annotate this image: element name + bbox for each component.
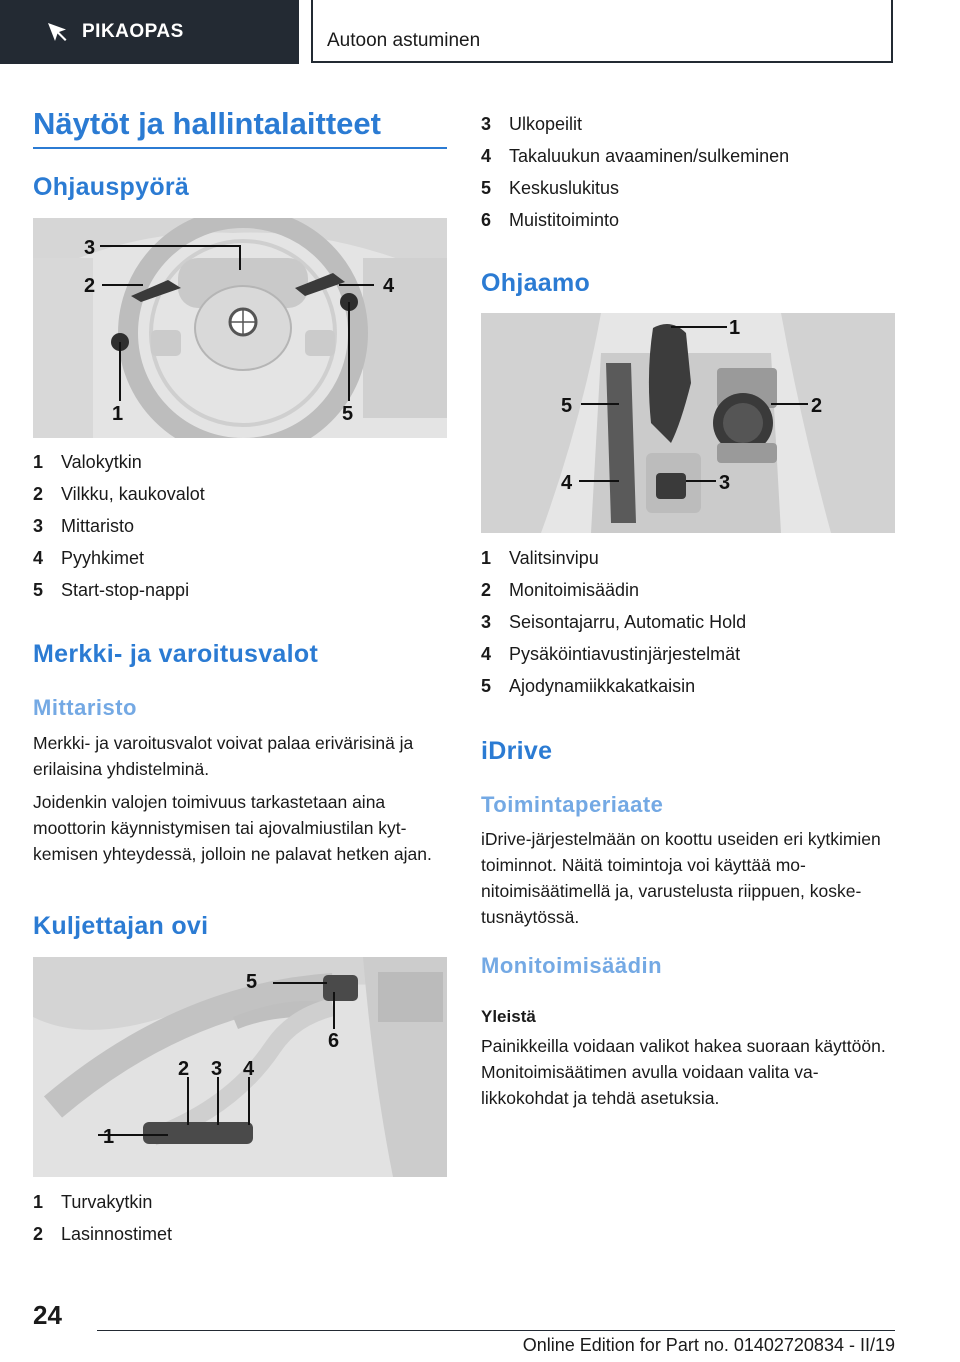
list-item: 2 Vilkku, kaukovalot xyxy=(33,483,205,504)
cockpit-heading: Ohjaamo xyxy=(481,269,591,297)
list-item: 4 Pysäköintiavustinjärjestelmät xyxy=(481,643,741,664)
callout-4: 4 xyxy=(561,472,573,494)
list-item: 5 Ajodynamiikkakatkaisin xyxy=(481,675,696,696)
warning-para-1: Merkki- ja varoitusvalot voivat palaa erivärisinä ja erilaisina yhdistelminä. xyxy=(33,733,414,779)
callout-4: 4 xyxy=(243,1058,255,1080)
callout-3: 3 xyxy=(719,472,731,494)
callout-3: 3 xyxy=(84,237,96,259)
list-item: 3 Mittaristo xyxy=(33,515,135,536)
callout-1: 1 xyxy=(112,403,124,425)
list-item: 1 Valokytkin xyxy=(33,451,142,472)
warning-para-2: Joidenkin valojen toimivuus tarkastetaan aina moottorin käynnistymisen tai ajovalmiustilan kytkemisen yhteydessä, jolloin ne palavat hetken ajan. xyxy=(33,792,432,864)
callout-2: 2 xyxy=(178,1058,190,1080)
callout-1: 1 xyxy=(103,1126,115,1148)
tab-label: PIKAOPAS xyxy=(82,21,184,42)
callout-3: 3 xyxy=(211,1058,223,1080)
list-item: 5 Start-stop-nappi xyxy=(33,579,190,600)
controller-para: Painikkeilla voidaan valikot hakea suoraan käyttöön. Monitoimisäätimen avulla voidaan valita valikkokohdat ja tehdä asetuksia. xyxy=(481,1036,886,1108)
list-item: 6 Muistitoiminto xyxy=(481,209,620,230)
page-number: 24 xyxy=(33,1300,62,1330)
list-item: 1 Turvakytkin xyxy=(33,1191,153,1212)
idrive-subheading: Toimintaperiaate xyxy=(481,792,664,817)
callout-4: 4 xyxy=(383,275,395,297)
controller-subheading: Monitoimisäädin xyxy=(481,953,663,978)
cockpit-figure xyxy=(481,313,895,533)
list-item: 5 Keskuslukitus xyxy=(481,177,620,198)
steering-heading: Ohjauspyörä xyxy=(33,173,190,201)
cockpit-legend xyxy=(481,542,895,702)
section-header xyxy=(311,0,893,63)
callout-5: 5 xyxy=(342,403,354,425)
edition-text: Online Edition for Part no. 01402720834 - II/19 xyxy=(522,1335,895,1355)
door-legend xyxy=(33,1186,447,1250)
idrive-heading: iDrive xyxy=(481,737,553,765)
driver-door-figure xyxy=(33,957,447,1177)
title-rule xyxy=(33,147,447,149)
page-title: Näytöt ja hallintalaitteet xyxy=(33,106,381,141)
list-item: 4 Pyyhkimet xyxy=(33,547,145,568)
callout-5: 5 xyxy=(246,971,258,993)
idrive-para: iDrive-järjestelmään on koottu useiden eri kytkimien toiminnot. Näitä toimintoja voi käyttää monitoimisäätimellä ja, varustelusta riippuen, kosketusnäytössä. xyxy=(481,829,881,927)
arrow-pointer-icon xyxy=(46,21,68,43)
callout-5: 5 xyxy=(561,395,573,417)
callout-2: 2 xyxy=(811,395,823,417)
list-item: 1 Valitsinvipu xyxy=(481,547,599,568)
steering-legend xyxy=(33,446,447,606)
door-legend-continued xyxy=(481,108,895,236)
warning-heading: Merkki- ja varoitusvalot xyxy=(33,640,319,668)
list-item: 2 Monitoimisäädin xyxy=(481,579,640,600)
general-label: Yleistä xyxy=(481,1007,536,1026)
list-item: 4 Takaluukun avaaminen/sulkeminen xyxy=(481,145,790,166)
list-item: 3 Ulkopeilit xyxy=(481,113,583,134)
door-heading: Kuljettajan ovi xyxy=(33,912,209,940)
list-item: 3 Seisontajarru, Automatic Hold xyxy=(481,611,747,632)
list-item: 2 Lasinnostimet xyxy=(33,1223,173,1244)
callout-2: 2 xyxy=(84,275,96,297)
warning-paragraphs xyxy=(33,730,447,867)
section-label: Autoon astuminen xyxy=(327,30,481,51)
callout-6: 6 xyxy=(328,1030,340,1052)
steering-wheel-figure xyxy=(33,218,447,438)
footer-rule xyxy=(97,1330,895,1331)
callout-1: 1 xyxy=(729,317,741,339)
warning-subheading: Mittaristo xyxy=(33,695,137,720)
header-tab[interactable] xyxy=(0,0,299,64)
